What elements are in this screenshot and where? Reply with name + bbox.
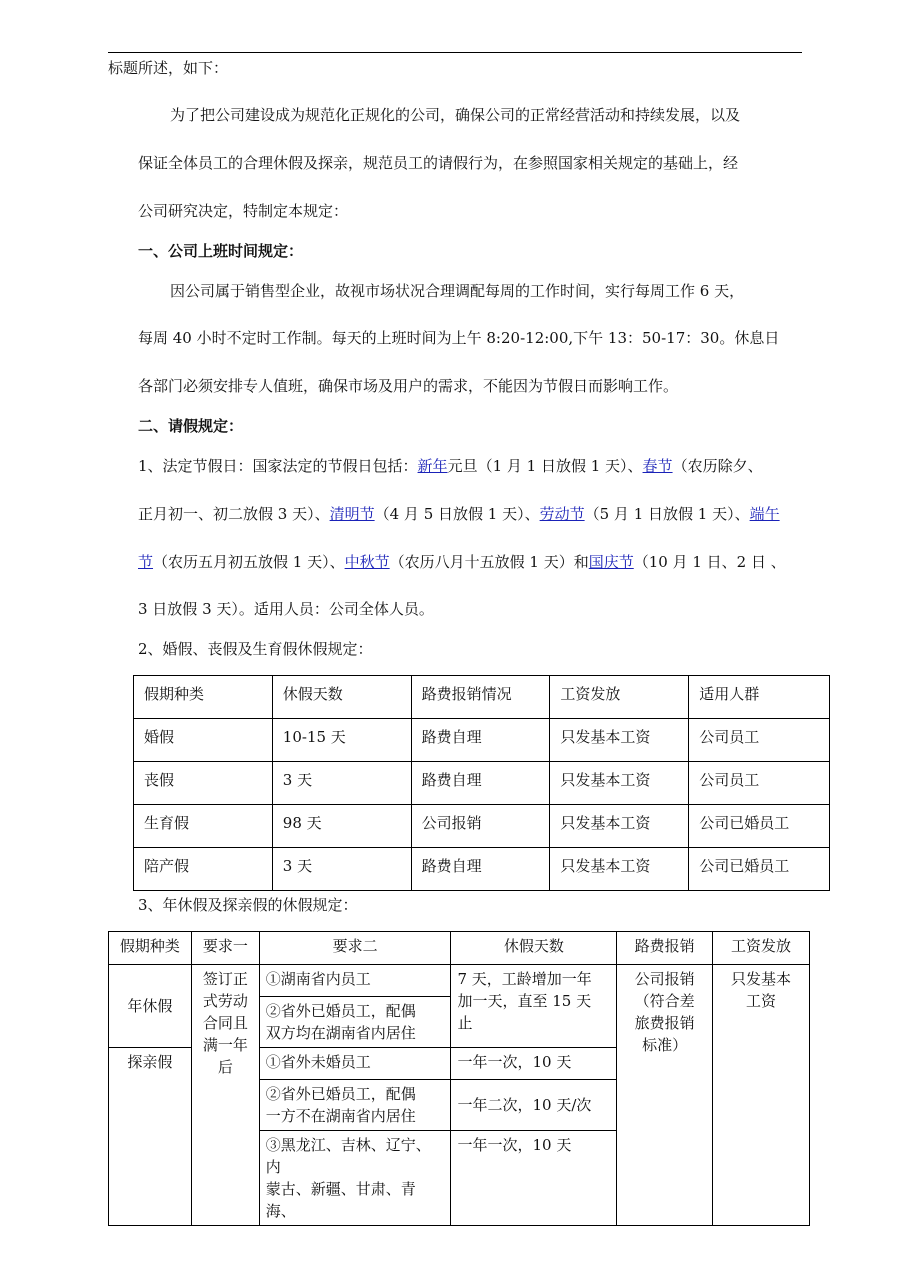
intro-line-1: 为了把公司建设成为规范化正规化的公司，确保公司的正常经营活动和持续发展，以及	[170, 106, 741, 124]
table-header-cell: 工资发放	[550, 676, 689, 719]
table-cell: 3 天	[272, 762, 411, 805]
table-cell: ①湖南省内员工	[259, 965, 451, 997]
table-header-cell: 休假天数	[451, 932, 617, 965]
cell-line: 工资	[746, 992, 777, 1010]
table-cell: 3 天	[272, 848, 411, 891]
cell-line: 7 天，工龄增加一年	[457, 970, 592, 988]
leave-section-3-title: 3、年休假及探亲假的休假规定：	[138, 896, 358, 914]
table-cell: 98 天	[272, 805, 411, 848]
section1-line-3: 各部门必须安排专人值班，确保市场及用户的需求，不能因为节假日而影响工作。	[138, 377, 679, 395]
table-cell: 丧假	[134, 762, 273, 805]
cell-line: 双方均在湖南省内居住	[265, 1024, 416, 1042]
link-xinnian[interactable]: 新年	[417, 457, 448, 475]
table-cell: 公司已婚员工	[689, 805, 830, 848]
title-line: 标题所述，如下：	[108, 59, 229, 77]
table-row	[134, 719, 830, 762]
table-cell: 路费自理	[411, 719, 550, 762]
holiday-para-line-1	[138, 456, 763, 476]
table-header-row	[134, 676, 830, 719]
holiday-text: 1、法定节假日：国家法定的节假日包括：	[138, 457, 418, 475]
intro-line-2: 保证全体员工的合理休假及探亲，规范员工的请假行为，在参照国家相关规定的基础上，经	[138, 154, 739, 172]
table-row	[134, 805, 830, 848]
link-guoqing[interactable]: 国庆节	[588, 553, 634, 571]
intro-line-3: 公司研究决定，特制定本规定：	[138, 202, 349, 220]
table-cell: 陪产假	[134, 848, 273, 891]
marriage-funeral-maternity-table	[133, 675, 830, 891]
cell-line: 签订正	[202, 970, 248, 988]
table-row	[134, 762, 830, 805]
holiday-text: 元旦（1 月 1 日放假 1 天）、	[447, 457, 643, 475]
holiday-text: （4 月 5 日放假 1 天）、	[374, 505, 540, 523]
annual-home-leave-table	[108, 931, 810, 1226]
table-cell: 只发基本工资	[550, 805, 689, 848]
table-header-row	[109, 932, 810, 965]
cell-line: 加一天，直至 15 天	[457, 992, 592, 1010]
holiday-text: （农历八月十五放假 1 天）和	[389, 553, 589, 571]
leave-section-2-title: 2、婚假、丧假及生育假休假规定：	[138, 640, 373, 658]
table-header-cell: 假期种类	[134, 676, 273, 719]
table-cell: 婚假	[134, 719, 273, 762]
section1-line-2: 每周 40 小时不定时工作制。每天的上班时间为上午 8:20-12:00,下午 13：50-17：30。休息日	[138, 329, 780, 347]
link-qingming[interactable]: 清明节	[329, 505, 375, 523]
holiday-text: （农历除夕、	[672, 457, 763, 475]
table-header-cell: 要求一	[191, 932, 259, 965]
annual-days-cell	[451, 965, 617, 1048]
cell-line: ③黑龙江、吉林、辽宁、内	[265, 1136, 431, 1176]
holiday-text: 正月初一、初二放假 3 天）、	[138, 505, 330, 523]
holiday-text: （5 月 1 日放假 1 天）、	[584, 505, 750, 523]
table-cell: 只发基本工资	[550, 762, 689, 805]
cell-line: ②省外已婚员工，配偶	[265, 1002, 416, 1020]
table-cell: 生育假	[134, 805, 273, 848]
cell-line: 一方不在湖南省内居住	[265, 1107, 416, 1125]
section1-heading: 一、公司上班时间规定：	[138, 242, 304, 260]
table-cell: 一年二次，10 天/次	[451, 1080, 617, 1131]
cell-line: 标准）	[642, 1036, 688, 1054]
link-duanwu-cont[interactable]: 节	[138, 553, 154, 571]
table-cell: 一年一次，10 天	[451, 1131, 617, 1226]
header-rule	[108, 52, 802, 53]
section1-line-1: 因公司属于销售型企业，故视市场状况合理调配每周的工作时间，实行每周工作 6 天，	[170, 282, 745, 300]
table-header-cell: 路费报销	[617, 932, 713, 965]
table-row	[109, 965, 810, 997]
cell-line: 合同且	[202, 1014, 248, 1032]
table-header-cell: 适用人群	[689, 676, 830, 719]
table-cell: 公司已婚员工	[689, 848, 830, 891]
link-zhongqiu[interactable]: 中秋节	[344, 553, 390, 571]
table-header-cell: 工资发放	[713, 932, 810, 965]
holiday-text: （10 月 1 日、2 日 、	[633, 553, 786, 571]
leave-type-home: 探亲假	[109, 1048, 192, 1226]
link-chunjie[interactable]: 春节	[642, 457, 673, 475]
link-laodong[interactable]: 劳动节	[539, 505, 585, 523]
cell-line: ②省外已婚员工，配偶	[265, 1085, 416, 1103]
cell-line: 公司报销	[634, 970, 695, 988]
cell-line: 止	[457, 1014, 473, 1032]
requirement-one-cell	[191, 965, 259, 1226]
cell-line: 式劳动	[202, 992, 248, 1010]
table-cell	[259, 1131, 451, 1226]
link-duanwu[interactable]: 端午	[749, 505, 780, 523]
holiday-para-line-2	[138, 504, 780, 524]
wage-cell	[713, 965, 810, 1226]
reimbursement-cell	[617, 965, 713, 1226]
table-cell: 只发基本工资	[550, 719, 689, 762]
cell-line: （符合差	[634, 992, 695, 1010]
cell-line: 满一年	[202, 1036, 248, 1054]
table-cell: 只发基本工资	[550, 848, 689, 891]
cell-line: 只发基本	[731, 970, 792, 988]
table-cell: 公司员工	[689, 719, 830, 762]
table-cell: 路费自理	[411, 762, 550, 805]
cell-line: 后	[217, 1058, 233, 1076]
table-cell: 10-15 天	[272, 719, 411, 762]
cell-line: 旅费报销	[634, 1014, 695, 1032]
table-cell: ①省外未婚员工	[259, 1048, 451, 1080]
section2-heading: 二、请假规定：	[138, 417, 244, 435]
table-cell: 公司员工	[689, 762, 830, 805]
table-cell	[259, 1080, 451, 1131]
table-cell	[259, 997, 451, 1048]
table-header-cell: 假期种类	[109, 932, 192, 965]
table-row	[134, 848, 830, 891]
table-header-cell: 路费报销情况	[411, 676, 550, 719]
holiday-para-line-3	[138, 552, 786, 572]
leave-type-annual: 年休假	[109, 965, 192, 1048]
table-cell: 一年一次，10 天	[451, 1048, 617, 1080]
table-cell: 公司报销	[411, 805, 550, 848]
table-header-cell: 休假天数	[272, 676, 411, 719]
holiday-text: （农历五月初五放假 1 天）、	[153, 553, 345, 571]
cell-line: 蒙古、新疆、甘肃、青海、	[265, 1180, 416, 1220]
holiday-para-line-4: 3 日放假 3 天）。适用人员：公司全体人员。	[138, 600, 434, 618]
table-header-cell: 要求二	[259, 932, 451, 965]
table-cell: 路费自理	[411, 848, 550, 891]
